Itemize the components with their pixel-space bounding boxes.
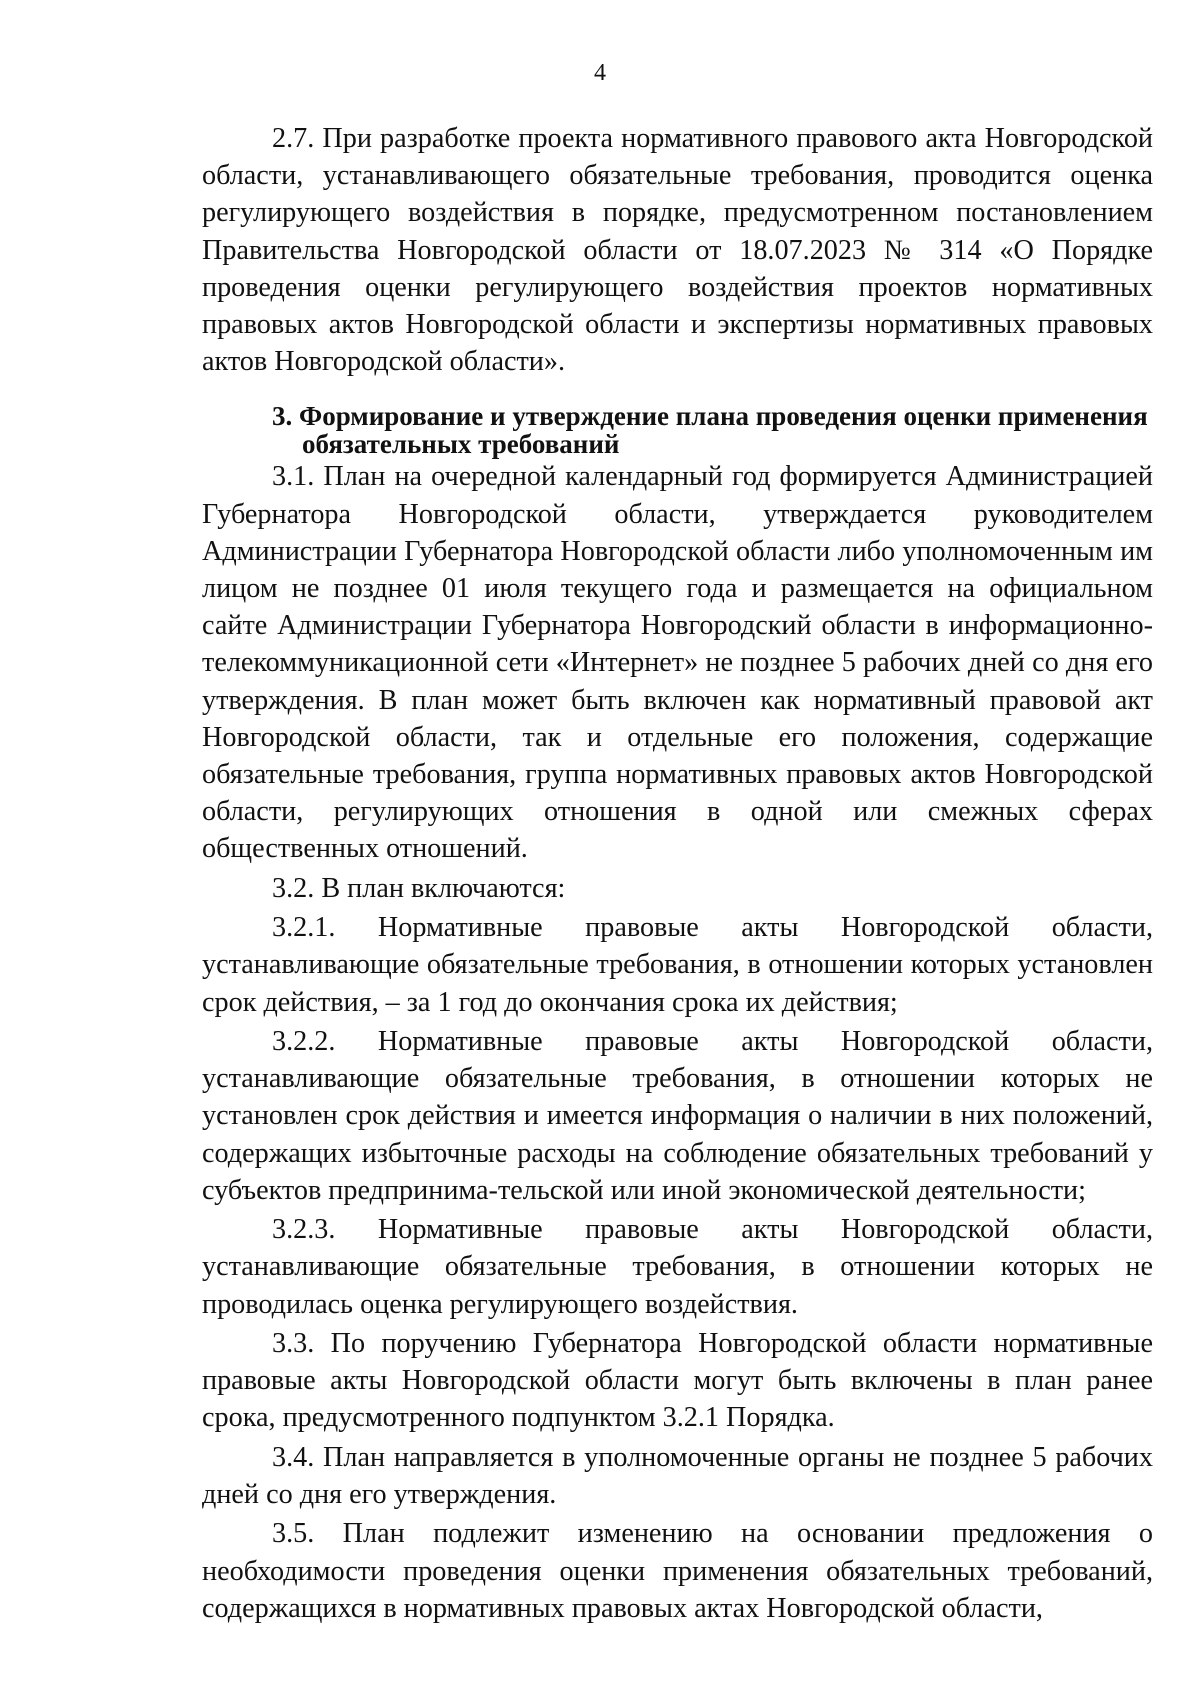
paragraph-2-7: 2.7. При разработке проекта нормативного правового акта Новгородской области, устанавливающего обязательные требования, проводится оценка регулирующего воздействия в порядке, предусмотренном постановлением Правительства Новгородской области от 18.07.2023 № 314 «О Порядке проведения оценки регулирующего воздействия проектов нормативных правовых актов Новгородской области и экспертизы нормативных правовых актов Новгородской области». [202, 123, 1153, 378]
document-body [202, 120, 1153, 1627]
paragraph-3-2-1: 3.2.1. Нормативные правовые акты Новгородской области, устанавливающие обязательные требования, в отношении которых установлен срок действия, – за 1 год до окончания срока их действия; [202, 912, 1153, 1018]
section-3-heading-line-1: 3. Формирование и утверждение плана проведения оценки применения [272, 401, 1148, 432]
paragraph-3-3: 3.3. По поручению Губернатора Новгородской области нормативные правовые акты Новгородской области могут быть включены в план ранее срока, предусмотренного подпунктом 3.2.1 Порядка. [202, 1328, 1153, 1434]
section-3-heading-line-2: обязательных требований [302, 429, 620, 460]
page-number: 4 [594, 60, 606, 86]
paragraph-3-2-2: 3.2.2. Нормативные правовые акты Новгородской области, устанавливающие обязательные требования, в отношении которых не установлен срок действия и имеется информация о наличии в них положений, содержащих избыточные расходы на соблюдение обязательных требований у субъектов предпринима-тельской или иной экономической деятельности; [202, 1026, 1153, 1206]
paragraph-3-4: 3.4. План направляется в уполномоченные органы не позднее 5 рабочих дней со дня его утверждения. [202, 1441, 1153, 1511]
paragraph-3-2: 3.2. В план включаются: [272, 872, 566, 904]
section-3-heading [202, 402, 1153, 458]
paragraph-3-2-3: 3.2.3. Нормативные правовые акты Новгородской области, устанавливающие обязательные требования, в отношении которых не проводилась оценка регулирующего воздействия. [202, 1214, 1153, 1320]
paragraph-3-5: 3.5. План подлежит изменению на основании предложения о необходимости проведения оценки применения обязательных требований, содержащихся в нормативных правовых актах Новгородской области, [202, 1518, 1153, 1624]
paragraph-3-1: 3.1. План на очередной календарный год формируется Администрацией Губернатора Новгородской области, утверждается руководителем Администрации Губернатора Новгородской области либо уполномоченным им лицом не позднее 01 июля текущего года и размещается на официальном сайте Администрации Губернатора Новгородский области в информационно-телекоммуникационной сети «Интернет» не позднее 5 рабочих дней со дня его утверждения. В план может быть включен как нормативный правовой акт Новгородской области, так и отдельные его положения, содержащие обязательные требования, группа нормативных правовых актов Новгородской области, регулирующих отношения в одной или смежных сферах общественных отношений. [202, 461, 1153, 865]
